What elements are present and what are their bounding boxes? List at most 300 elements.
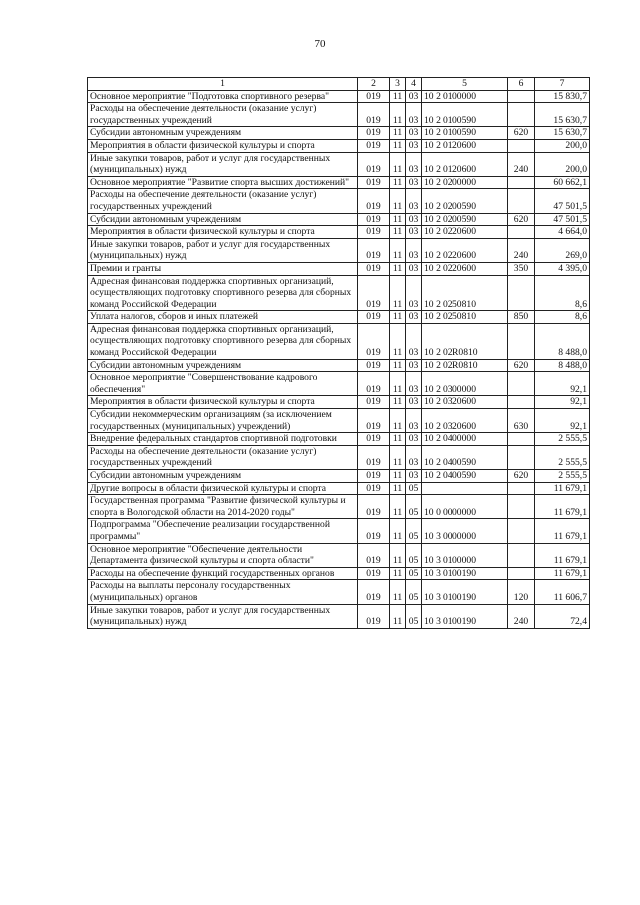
target-article-event: 03 [443, 396, 453, 408]
target-article-direction: 20600 [452, 262, 476, 274]
target-article-cell [422, 495, 508, 519]
target-article-program: 10 [424, 555, 434, 567]
target-article-subprogram: 2 [436, 396, 441, 408]
target-article-event: 01 [443, 90, 453, 102]
header-col-4: 4 [406, 78, 422, 91]
target-article-direction: R0810 [452, 359, 478, 371]
chapter-code-cell: 019 [358, 103, 390, 127]
expense-type-cell: 240 [508, 604, 535, 628]
row-name-cell: Уплата налогов, сборов и иных платежей [88, 311, 358, 324]
expense-type-cell [508, 482, 535, 495]
target-article-cell [422, 433, 508, 446]
row-name-cell: Субсидии автономным учреждениям [88, 127, 358, 140]
chapter-code-cell: 019 [358, 323, 390, 359]
section-code-cell: 11 [390, 519, 406, 543]
target-article-event: 02 [443, 213, 453, 225]
amount-cell: 8 488,0 [535, 359, 590, 372]
row-name-cell: Другие вопросы в области физической культуры и спорта [88, 482, 358, 495]
header-col-6: 6 [508, 78, 535, 91]
subsection-code-cell: 03 [406, 275, 422, 311]
target-article-direction: 00000 [452, 555, 476, 567]
section-code-cell: 11 [390, 359, 406, 372]
target-article-subprogram: 2 [436, 176, 441, 188]
amount-cell: 11 679,1 [535, 519, 590, 543]
target-article-program: 10 [424, 359, 434, 371]
target-article-subprogram: 2 [436, 90, 441, 102]
target-article-event: 01 [443, 616, 453, 628]
target-article-direction: 50810 [452, 298, 476, 310]
chapter-code-cell: 019 [358, 482, 390, 495]
target-article-direction: 00000 [452, 176, 476, 188]
target-article-cell [422, 311, 508, 324]
target-article-event: 01 [443, 164, 453, 176]
target-article-event: 01 [443, 567, 453, 579]
row-name-cell: Государственная программа "Развитие физической культуры и спорта в Вологодской области на 2014-2020 годы" [88, 495, 358, 519]
table-row [88, 189, 590, 213]
subsection-code-cell: 05 [406, 580, 422, 604]
table-row [88, 580, 590, 604]
target-article-program: 10 [424, 347, 434, 359]
amount-cell: 72,4 [535, 604, 590, 628]
subsection-code-cell: 05 [406, 482, 422, 495]
row-name-cell: Мероприятия в области физической культуры и спорта [88, 139, 358, 152]
target-article-subprogram: 2 [436, 311, 441, 323]
target-article-event: 02 [443, 176, 453, 188]
target-article-direction: 00590 [452, 457, 476, 469]
row-name-cell: Субсидии некоммерческим организациям (за исключением государственных (муниципальных) учреждений) [88, 409, 358, 433]
chapter-code-cell: 019 [358, 139, 390, 152]
subsection-code-cell: 03 [406, 226, 422, 239]
subsection-code-cell: 05 [406, 495, 422, 519]
target-article-cell [422, 226, 508, 239]
expense-type-cell [508, 176, 535, 189]
target-article-direction: 20600 [452, 139, 476, 151]
table-row [88, 127, 590, 140]
row-name-cell: Расходы на обеспечение функций государственных органов [88, 567, 358, 580]
row-name-cell: Субсидии автономным учреждениям [88, 359, 358, 372]
subsection-code-cell: 03 [406, 311, 422, 324]
table-row [88, 213, 590, 226]
expense-type-cell [508, 543, 535, 567]
row-name-cell: Мероприятия в области физической культуры и спорта [88, 396, 358, 409]
amount-cell: 200,0 [535, 139, 590, 152]
target-article-cell [422, 470, 508, 483]
target-article-event: 02 [443, 200, 453, 212]
target-article-event: 01 [443, 139, 453, 151]
target-article-direction: 00590 [452, 470, 476, 481]
target-article-subprogram: 2 [436, 200, 441, 212]
page-number: 70 [314, 38, 326, 50]
target-article-subprogram: 2 [436, 164, 441, 176]
target-article-event: 03 [443, 420, 453, 432]
row-name-cell: Расходы на обеспечение деятельности (оказание услуг) государственных учреждений [88, 189, 358, 213]
target-article-direction: 20600 [452, 164, 476, 176]
row-name-cell: Основное мероприятие "Совершенствование кадрового обеспечения" [88, 372, 358, 396]
section-code-cell: 11 [390, 90, 406, 103]
subsection-code-cell: 03 [406, 127, 422, 140]
subsection-code-cell: 03 [406, 176, 422, 189]
amount-cell: 11 679,1 [535, 495, 590, 519]
target-article-program: 10 [424, 530, 434, 542]
target-article-cell [422, 238, 508, 262]
target-article-cell [422, 275, 508, 311]
amount-cell: 4 664,0 [535, 226, 590, 239]
row-name-cell: Премии и гранты [88, 262, 358, 275]
target-article-event: 02 [443, 311, 453, 323]
header-col-3: 3 [390, 78, 406, 91]
target-article-event: 02 [443, 359, 453, 371]
target-article-cell [422, 409, 508, 433]
table-row [88, 409, 590, 433]
target-article-cell [422, 445, 508, 469]
section-code-cell: 11 [390, 543, 406, 567]
target-article-program: 10 [424, 311, 434, 323]
amount-cell: 60 662,1 [535, 176, 590, 189]
target-article-program: 10 [424, 262, 434, 274]
chapter-code-cell: 019 [358, 189, 390, 213]
section-code-cell: 11 [390, 433, 406, 446]
subsection-code-cell: 03 [406, 396, 422, 409]
table-row [88, 90, 590, 103]
chapter-code-cell: 019 [358, 580, 390, 604]
target-article-subprogram: 2 [436, 433, 441, 445]
amount-cell: 8,6 [535, 275, 590, 311]
row-name-cell: Расходы на выплаты персоналу государственных (муниципальных) органов [88, 580, 358, 604]
row-name-cell: Иные закупки товаров, работ и услуг для государственных (муниципальных) нужд [88, 238, 358, 262]
chapter-code-cell: 019 [358, 359, 390, 372]
target-article-direction: 00000 [452, 530, 476, 542]
amount-cell: 8 488,0 [535, 323, 590, 359]
table-row [88, 604, 590, 628]
table-row [88, 238, 590, 262]
section-code-cell: 11 [390, 275, 406, 311]
target-article-subprogram: 3 [436, 555, 441, 567]
target-article-subprogram: 2 [436, 470, 441, 481]
target-article-subprogram: 3 [436, 616, 441, 628]
target-article-subprogram: 2 [436, 457, 441, 469]
table-row [88, 103, 590, 127]
target-article-direction: 20600 [452, 420, 476, 432]
table-row [88, 262, 590, 275]
subsection-code-cell: 03 [406, 238, 422, 262]
target-article-cell [422, 213, 508, 226]
target-article-event: 01 [443, 555, 453, 567]
target-article-event: 03 [443, 383, 453, 395]
target-article-cell [422, 580, 508, 604]
target-article-program: 10 [424, 433, 434, 445]
table-row [88, 139, 590, 152]
expense-type-cell [508, 323, 535, 359]
target-article-program: 10 [424, 298, 434, 310]
target-article-program: 10 [424, 396, 434, 408]
chapter-code-cell: 019 [358, 90, 390, 103]
section-code-cell: 11 [390, 580, 406, 604]
chapter-code-cell: 019 [358, 409, 390, 433]
target-article-subprogram: 2 [436, 250, 441, 262]
target-article-direction: 00000 [452, 90, 476, 102]
table-row [88, 396, 590, 409]
target-article-program: 10 [424, 200, 434, 212]
target-article-subprogram: 3 [436, 530, 441, 542]
expense-type-cell: 620 [508, 359, 535, 372]
amount-cell: 47 501,5 [535, 189, 590, 213]
amount-cell: 269,0 [535, 238, 590, 262]
expense-type-cell: 630 [508, 409, 535, 433]
row-name-cell: Мероприятия в области физической культуры и спорта [88, 226, 358, 239]
amount-cell: 92,1 [535, 372, 590, 396]
target-article-cell [422, 139, 508, 152]
target-article-direction: 00190 [452, 616, 476, 628]
table-header-row [88, 78, 590, 91]
chapter-code-cell: 019 [358, 176, 390, 189]
target-article-event: 02 [443, 347, 453, 359]
amount-cell: 11 606,7 [535, 580, 590, 604]
chapter-code-cell: 019 [358, 519, 390, 543]
target-article-direction: 00000 [452, 433, 476, 445]
table-row [88, 176, 590, 189]
header-col-2: 2 [358, 78, 390, 91]
target-article-cell [422, 189, 508, 213]
table-row [88, 372, 590, 396]
section-code-cell: 11 [390, 372, 406, 396]
target-article-program: 10 [424, 213, 434, 225]
chapter-code-cell: 019 [358, 567, 390, 580]
subsection-code-cell: 03 [406, 189, 422, 213]
table-row [88, 323, 590, 359]
amount-cell: 4 395,0 [535, 262, 590, 275]
table-row [88, 470, 590, 483]
chapter-code-cell: 019 [358, 262, 390, 275]
expense-type-cell [508, 139, 535, 152]
row-name-cell: Основное мероприятие "Подготовка спортивного резерва" [88, 90, 358, 103]
table-row [88, 543, 590, 567]
amount-cell: 2 555,5 [535, 433, 590, 446]
target-article-cell [422, 176, 508, 189]
section-code-cell: 11 [390, 176, 406, 189]
table-row [88, 275, 590, 311]
expense-type-cell [508, 445, 535, 469]
target-article-event: 02 [443, 262, 453, 274]
target-article-cell [422, 152, 508, 176]
target-article-program: 10 [424, 616, 434, 628]
subsection-code-cell: 05 [406, 604, 422, 628]
target-article-direction: 20600 [452, 226, 476, 238]
amount-cell: 15 630,7 [535, 127, 590, 140]
target-article-direction: 00000 [452, 506, 476, 518]
amount-cell: 11 679,1 [535, 567, 590, 580]
row-name-cell: Адресная финансовая поддержка спортивных организаций, осуществляющих подготовку спортивного резерва для сборных команд Российской Федерации [88, 323, 358, 359]
target-article-cell [422, 396, 508, 409]
target-article-program: 10 [424, 139, 434, 151]
budget-table [87, 77, 590, 629]
row-name-cell: Иные закупки товаров, работ и услуг для государственных (муниципальных) нужд [88, 604, 358, 628]
section-code-cell: 11 [390, 238, 406, 262]
target-article-event: 00 [443, 506, 453, 518]
table-row [88, 495, 590, 519]
section-code-cell: 11 [390, 262, 406, 275]
row-name-cell: Иные закупки товаров, работ и услуг для государственных (муниципальных) нужд [88, 152, 358, 176]
row-name-cell: Основное мероприятие "Развитие спорта высших достижений" [88, 176, 358, 189]
target-article-program: 10 [424, 114, 434, 126]
target-article-cell [422, 519, 508, 543]
subsection-code-cell: 03 [406, 152, 422, 176]
expense-type-cell [508, 90, 535, 103]
target-article-program: 10 [424, 90, 434, 102]
section-code-cell: 11 [390, 482, 406, 495]
target-article-subprogram: 2 [436, 359, 441, 371]
subsection-code-cell: 03 [406, 323, 422, 359]
subsection-code-cell: 03 [406, 470, 422, 483]
chapter-code-cell: 019 [358, 445, 390, 469]
header-col-1: 1 [88, 78, 358, 91]
chapter-code-cell: 019 [358, 238, 390, 262]
expense-type-cell [508, 396, 535, 409]
subsection-code-cell: 03 [406, 409, 422, 433]
chapter-code-cell: 019 [358, 543, 390, 567]
expense-type-cell [508, 189, 535, 213]
subsection-code-cell: 05 [406, 567, 422, 580]
expense-type-cell: 620 [508, 127, 535, 140]
section-code-cell: 11 [390, 445, 406, 469]
section-code-cell: 11 [390, 189, 406, 213]
header-col-5: 5 [422, 78, 508, 91]
amount-cell: 200,0 [535, 152, 590, 176]
chapter-code-cell: 019 [358, 311, 390, 324]
target-article-cell [422, 567, 508, 580]
amount-cell: 11 679,1 [535, 543, 590, 567]
target-article-direction: 00000 [452, 383, 476, 395]
section-code-cell: 11 [390, 152, 406, 176]
target-article-event: 02 [443, 298, 453, 310]
expense-type-cell [508, 433, 535, 446]
chapter-code-cell: 019 [358, 226, 390, 239]
amount-cell: 2 555,5 [535, 445, 590, 469]
expense-type-cell: 620 [508, 470, 535, 483]
chapter-code-cell: 019 [358, 604, 390, 628]
amount-cell: 2 555,5 [535, 470, 590, 483]
target-article-subprogram: 2 [436, 347, 441, 359]
amount-cell: 8,6 [535, 311, 590, 324]
table-row [88, 359, 590, 372]
row-name-cell: Подпрограмма "Обеспечение реализации государственной программы" [88, 519, 358, 543]
target-article-program: 10 [424, 506, 434, 518]
target-article-event: 01 [443, 114, 453, 126]
subsection-code-cell: 03 [406, 372, 422, 396]
amount-cell: 92,1 [535, 396, 590, 409]
subsection-code-cell: 03 [406, 103, 422, 127]
table-row [88, 567, 590, 580]
target-article-cell [422, 127, 508, 140]
target-article-cell [422, 90, 508, 103]
target-article-direction: 00590 [452, 213, 476, 225]
row-name-cell: Расходы на обеспечение деятельности (оказание услуг) государственных учреждений [88, 103, 358, 127]
header-col-7: 7 [535, 78, 590, 91]
target-article-event: 01 [443, 591, 453, 603]
amount-cell: 11 679,1 [535, 482, 590, 495]
section-code-cell: 11 [390, 323, 406, 359]
chapter-code-cell: 019 [358, 433, 390, 446]
target-article-program: 10 [424, 470, 434, 481]
expense-type-cell [508, 103, 535, 127]
section-code-cell: 11 [390, 396, 406, 409]
section-code-cell: 11 [390, 495, 406, 519]
section-code-cell: 11 [390, 567, 406, 580]
target-article-program: 10 [424, 226, 434, 238]
target-article-event: 04 [443, 433, 453, 445]
row-name-cell: Субсидии автономным учреждениям [88, 470, 358, 483]
table-row [88, 445, 590, 469]
expense-type-cell: 350 [508, 262, 535, 275]
target-article-cell [422, 103, 508, 127]
amount-cell: 92,1 [535, 409, 590, 433]
target-article-program: 10 [424, 420, 434, 432]
section-code-cell: 11 [390, 311, 406, 324]
expense-type-cell: 120 [508, 580, 535, 604]
target-article-cell [422, 543, 508, 567]
subsection-code-cell: 03 [406, 139, 422, 152]
amount-cell: 15 830,7 [535, 90, 590, 103]
target-article-subprogram: 2 [436, 213, 441, 225]
target-article-subprogram: 2 [436, 298, 441, 310]
section-code-cell: 11 [390, 103, 406, 127]
subsection-code-cell: 03 [406, 445, 422, 469]
target-article-cell [422, 262, 508, 275]
target-article-program: 10 [424, 591, 434, 603]
target-article-direction: R0810 [452, 347, 478, 359]
target-article-subprogram: 2 [436, 262, 441, 274]
target-article-direction: 20600 [452, 250, 476, 262]
expense-type-cell [508, 495, 535, 519]
row-name-cell: Основное мероприятие "Обеспечение деятельности Департамента физической культуры и спорта области" [88, 543, 358, 567]
target-article-subprogram: 3 [436, 567, 441, 579]
section-code-cell: 11 [390, 213, 406, 226]
amount-cell: 47 501,5 [535, 213, 590, 226]
section-code-cell: 11 [390, 139, 406, 152]
target-article-direction: 00590 [452, 127, 476, 139]
expense-type-cell: 240 [508, 152, 535, 176]
target-article-direction: 00590 [452, 200, 476, 212]
target-article-event: 00 [443, 530, 453, 542]
target-article-subprogram: 2 [436, 383, 441, 395]
chapter-code-cell: 019 [358, 127, 390, 140]
target-article-subprogram: 2 [436, 226, 441, 238]
table-row [88, 482, 590, 495]
target-article-program: 10 [424, 164, 434, 176]
target-article-cell [422, 482, 508, 495]
target-article-program: 10 [424, 567, 434, 579]
expense-type-cell: 240 [508, 238, 535, 262]
target-article-subprogram: 2 [436, 139, 441, 151]
subsection-code-cell: 03 [406, 433, 422, 446]
target-article-subprogram: 2 [436, 127, 441, 139]
target-article-subprogram: 0 [436, 506, 441, 518]
expense-type-cell [508, 372, 535, 396]
target-article-direction: 00190 [452, 567, 476, 579]
target-article-cell [422, 323, 508, 359]
row-name-cell: Внедрение федеральных стандартов спортивной подготовки [88, 433, 358, 446]
section-code-cell: 11 [390, 127, 406, 140]
target-article-event: 02 [443, 226, 453, 238]
target-article-direction: 00190 [452, 591, 476, 603]
target-article-event: 02 [443, 250, 453, 262]
chapter-code-cell: 019 [358, 495, 390, 519]
subsection-code-cell: 03 [406, 213, 422, 226]
target-article-event: 04 [443, 457, 453, 469]
chapter-code-cell: 019 [358, 372, 390, 396]
expense-type-cell [508, 519, 535, 543]
chapter-code-cell: 019 [358, 275, 390, 311]
table-row [88, 226, 590, 239]
